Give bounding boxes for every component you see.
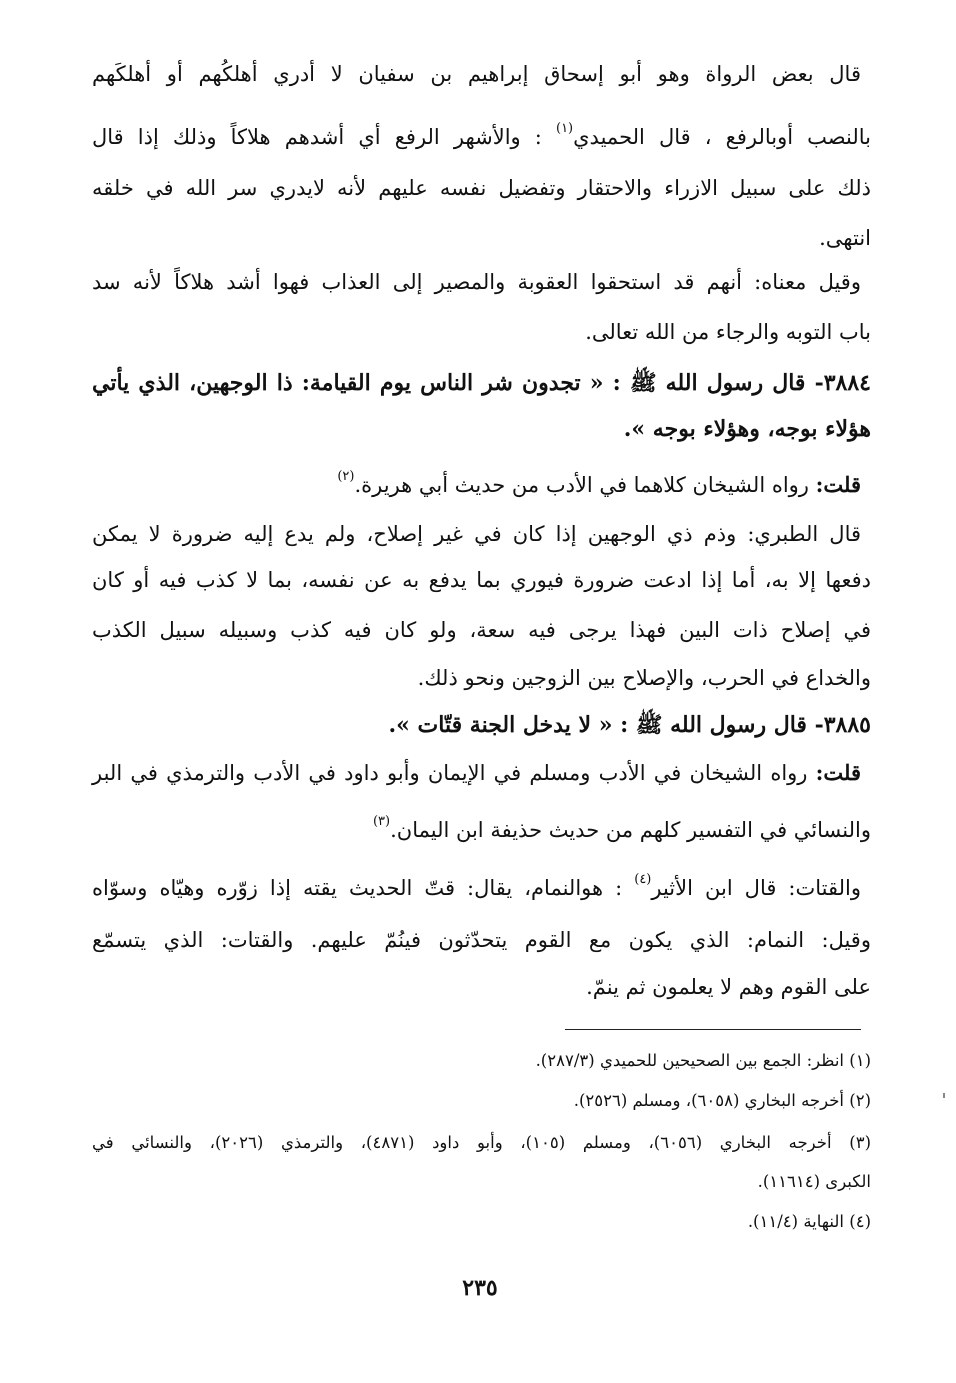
footnote-ref: (٢): [337, 469, 355, 484]
body-line: [337, 469, 861, 497]
footnote-ref: (١): [555, 121, 574, 136]
body-line: باب التوبه والرجاء من الله تعالى.: [585, 320, 871, 344]
body-line: في إصلاح ذات البين فهذا يرجى فيه سعة، ولو كان فيه كذب وسبيله سبيل الكذب: [92, 618, 871, 642]
footnote: الكبرى (١١٦١٤).: [757, 1172, 871, 1191]
body-line: قال الطبري: وذم ذي الوجهين إذا كان في غير إصلاح، ولم يدع إليه ضرورة لا يمكن: [92, 522, 861, 546]
body-line: [372, 814, 871, 842]
footnote-ref: (٣): [372, 814, 391, 829]
body-line: على القوم وهم لا يعلمون ثم ينمّ.: [586, 975, 871, 999]
body-text: والنسائي في التفسير كلهم من حديث حذيفة ابن اليمان.: [390, 818, 871, 842]
body-line: [92, 760, 861, 785]
body-line: [92, 121, 871, 149]
footnote-ref: (٤): [634, 872, 652, 887]
page-number: ٢٣٥: [462, 1275, 498, 1301]
body-line: دفعها إلا به، أما إذا ادعت ضرورة فيوري بما يدفع به عن نفسه، بما لا كذب فيه أو كان: [92, 568, 871, 592]
footnote: (٣) أخرجه البخاري (٦٠٥٦)، ومسلم (١٠٥)، وأبو داود (٤٨٧١)، والترمذي (٢٠٢٦)، والنسائي في: [92, 1133, 871, 1152]
scan-speck: [943, 1093, 945, 1098]
footnote: (٢) أخرجه البخاري (٦٠٥٨)، ومسلم (٢٥٢٦).: [573, 1091, 871, 1110]
footnote: (١) انظر: الجمع بين الصحيحين للحميدي (٢٨٧/٣).: [535, 1051, 871, 1070]
hadith-heading: ٣٨٨٥- قال رسول الله ﷺ : « لا يدخل الجنة قتّات ».: [388, 712, 871, 738]
body-text: بالنصب أوبالرفع ، قال الحميدي: [573, 125, 871, 149]
body-text: : والأشهر الرفع أي أشدهم هلاكاً وذلك إذا قال: [92, 125, 556, 149]
body-line: ذلك على سبيل الازراء والاحتقار وتفضيل نفسه عليهم لأنه لايدري سر الله في خلقه: [92, 176, 871, 200]
hadith-heading: ٣٨٨٤- قال رسول الله ﷺ : « تجدون شر الناس يوم القيامة: ذا الوجهين، الذي يأتي: [92, 370, 871, 396]
body-line: انتهى.: [819, 226, 871, 250]
body-line: وقيل معناه: أنهم قد استحقوا العقوبة والمصير إلى العذاب فهوا أشد هلاكاً لأنه سد: [92, 270, 861, 294]
body-line: قال بعض الرواة وهو أبو إسحاق إبراهيم بن سفيان لا أدري أهلكُهم أو أهلكَهم: [92, 62, 861, 86]
body-text: رواه الشيخان في الأدب ومسلم في الإيمان وأبو داود في الأدب والترمذي في البر: [92, 761, 816, 785]
footnote: (٤) النهاية (١١/٤).: [747, 1212, 871, 1231]
body-text: رواه الشيخان كلاهما في الأدب من حديث أبي هريرة.: [354, 473, 816, 497]
footnote-separator: [565, 1029, 861, 1030]
body-line: [92, 872, 861, 900]
body-text: : هوالنمام، يقال: قتّ الحديث يقته إذا زوّره وهيّاه وسوّاه: [92, 876, 635, 900]
body-text: والقتات: قال ابن الأثير: [651, 876, 861, 900]
hadith-heading: هؤلاء بوجه، وهؤلاء بوجه ».: [623, 416, 871, 442]
qultu-label: قلت:: [815, 760, 861, 785]
body-line: والخداع في الحرب، والإصلاح بين الزوجين ونحو ذلك.: [417, 666, 871, 690]
body-line: وقيل: النمام: الذي يكون مع القوم يتحدّثون فينُمّ عليهم. والقتات: الذي يتسمّع: [92, 928, 871, 952]
qultu-label: قلت:: [815, 472, 861, 497]
